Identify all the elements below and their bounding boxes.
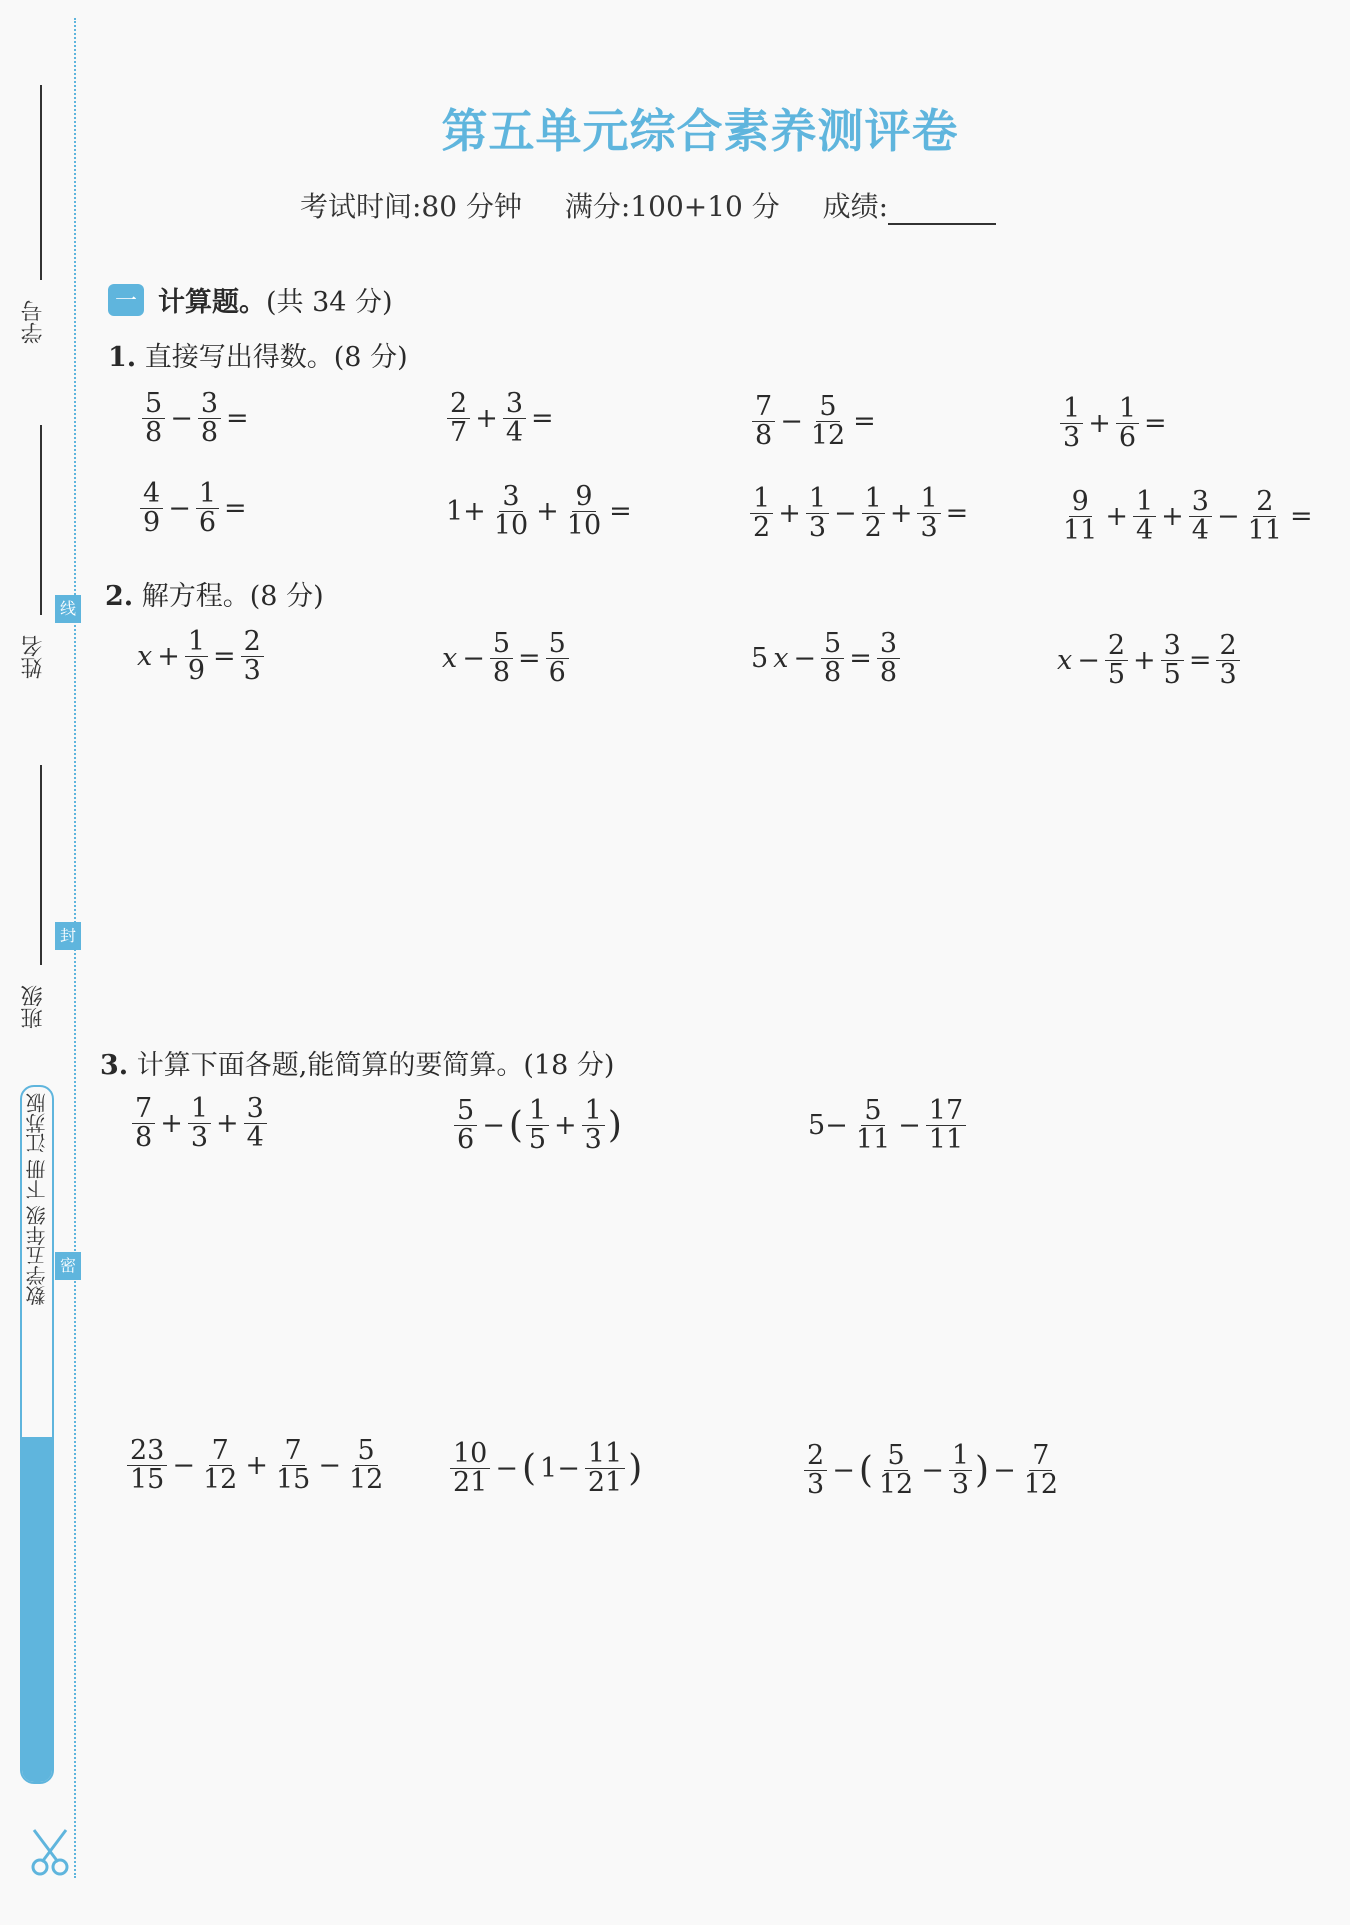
operator: − [495, 1453, 518, 1485]
q3-expression-1 [130, 1095, 269, 1153]
operator: = [531, 403, 554, 435]
fraction [750, 485, 773, 543]
fraction [917, 485, 940, 543]
operator: 1+ [446, 496, 486, 528]
parenthesis: ) [628, 1448, 643, 1490]
denominator: 12 [810, 420, 846, 452]
class-line [40, 765, 42, 965]
denominator: 4 [1135, 515, 1154, 547]
denominator: 3 [807, 1469, 825, 1501]
fraction [585, 1440, 625, 1498]
operator: − [780, 406, 803, 438]
numerator: 7 [132, 1095, 155, 1124]
fraction [188, 1095, 211, 1153]
operator: = [518, 643, 541, 675]
q2-expression-2 [440, 630, 571, 688]
fraction [1216, 632, 1239, 690]
seal-tag-xian: 线 [55, 595, 81, 623]
denominator: 2 [864, 512, 882, 544]
operator: − [172, 1450, 195, 1482]
fraction [526, 1097, 549, 1155]
fraction [454, 1097, 477, 1155]
fraction [491, 483, 531, 541]
denominator: 5 [1163, 659, 1181, 691]
variable: x [442, 643, 458, 675]
student-id-label: 学号 [21, 300, 46, 344]
denominator: 7 [450, 417, 468, 449]
fraction [503, 390, 526, 448]
operator: + [216, 1108, 239, 1140]
fraction [1060, 395, 1083, 453]
fraction [198, 390, 221, 448]
numerator: 2 [804, 1442, 827, 1471]
denominator: 3 [920, 512, 938, 544]
numerator: 5 [821, 630, 844, 659]
numerator: 23 [127, 1437, 167, 1466]
denominator: 6 [457, 1124, 475, 1156]
operator: + [554, 1110, 577, 1142]
q1-expression-8 [1058, 488, 1316, 546]
numerator: 7 [1029, 1442, 1052, 1471]
operator: = [853, 406, 876, 438]
denominator: 8 [135, 1122, 153, 1154]
denominator: 21 [453, 1467, 488, 1499]
denominator: 8 [755, 420, 773, 452]
denominator: 5 [528, 1124, 547, 1156]
numerator: 5 [816, 393, 839, 422]
class-label: 班级 [21, 985, 46, 1029]
question-1-number: 1. [108, 342, 137, 373]
fraction [196, 480, 219, 538]
q1-expression-3 [750, 393, 879, 451]
section-points: (共 34 分) [266, 287, 393, 318]
denominator: 21 [587, 1467, 623, 1499]
score-label: 成绩: [822, 190, 889, 223]
fraction [752, 393, 775, 451]
denominator: 5 [1107, 659, 1126, 691]
variable: x [137, 641, 153, 673]
fraction [877, 630, 900, 688]
q1-expression-7 [748, 485, 971, 543]
q1-expression-6 [443, 483, 635, 541]
operator: + [475, 403, 498, 435]
denominator: 8 [879, 657, 898, 689]
parenthesis: ) [607, 1105, 622, 1147]
section-title: 计算题。 [158, 287, 266, 318]
operator: 5 [751, 643, 769, 675]
numerator: 7 [209, 1437, 232, 1466]
numerator: 1 [526, 1097, 549, 1126]
denominator: 3 [951, 1469, 970, 1501]
numerator: 1 [188, 1095, 211, 1124]
fraction [821, 630, 844, 688]
denominator: 3 [1063, 422, 1081, 454]
denominator: 15 [275, 1464, 311, 1496]
denominator: 6 [1118, 422, 1136, 454]
operator: − [168, 493, 191, 525]
full-score: 满分:100+10 分 [564, 190, 780, 223]
question-1-text: 直接写出得数。(8 分) [136, 342, 408, 373]
operator: 5− [808, 1110, 848, 1142]
seal-tag-mi: 密 [55, 1252, 81, 1280]
q3-expression-6 [802, 1442, 1063, 1500]
book-info-banner [20, 1085, 54, 1784]
q2-expression-1 [135, 628, 266, 686]
denominator: 11 [1247, 515, 1282, 547]
denominator: 8 [492, 657, 511, 689]
denominator: 8 [824, 657, 842, 689]
numerator: 3 [1189, 488, 1212, 517]
parenthesis: ( [858, 1450, 873, 1492]
operator: + [245, 1450, 268, 1482]
numerator: 2 [447, 390, 470, 419]
fraction [140, 480, 163, 538]
fraction [346, 1437, 386, 1495]
numerator: 3 [1161, 632, 1184, 661]
operator: = [945, 498, 969, 530]
fraction [926, 1097, 966, 1155]
denominator: 12 [202, 1464, 238, 1496]
parenthesis: ( [508, 1105, 523, 1147]
operator: − [898, 1110, 921, 1142]
parenthesis: ) [975, 1450, 990, 1492]
numerator: 5 [490, 630, 513, 659]
denominator: 9 [143, 507, 161, 539]
fraction [132, 1095, 155, 1153]
q3-expression-3 [805, 1097, 968, 1155]
section-number-badge: 一 [108, 284, 144, 316]
denominator: 12 [878, 1469, 914, 1501]
numerator: 5 [546, 630, 569, 659]
numerator: 1 [917, 485, 940, 514]
seal-tag-feng: 封 [55, 922, 81, 950]
fraction [804, 1442, 827, 1500]
operator: = [609, 496, 632, 528]
fraction [185, 628, 208, 686]
fraction [862, 485, 885, 543]
book-info-text: 数学五年级 下册 江苏版 [25, 1093, 49, 1306]
numerator: 5 [884, 1442, 907, 1471]
denominator: 3 [584, 1124, 602, 1156]
denominator: 3 [808, 512, 826, 544]
numerator: 1 [806, 485, 829, 514]
question-2-text: 解方程。(8 分) [133, 581, 324, 612]
numerator: 5 [142, 390, 165, 419]
fraction [876, 1442, 916, 1500]
operator: + [1088, 408, 1111, 440]
q1-expression-4 [1058, 395, 1170, 453]
numerator: 1 [185, 628, 208, 657]
numerator: 17 [926, 1097, 966, 1126]
exam-info [300, 185, 1030, 225]
q3-expression-4 [125, 1437, 388, 1495]
operator: + [1161, 501, 1184, 533]
numerator: 1 [1133, 488, 1156, 517]
operator: − [993, 1455, 1016, 1487]
numerator: 5 [861, 1097, 884, 1126]
fraction [1105, 632, 1128, 690]
numerator: 11 [585, 1440, 625, 1469]
denominator: 11 [1063, 515, 1098, 547]
numerator: 3 [503, 390, 526, 419]
q2-expression-3 [748, 630, 902, 688]
operator: − [482, 1110, 505, 1142]
fraction [1116, 395, 1139, 453]
operator: = [226, 403, 249, 435]
q2-expression-4 [1055, 632, 1242, 690]
numerator: 9 [1069, 488, 1092, 517]
denominator: 11 [928, 1124, 964, 1156]
denominator: 15 [130, 1464, 165, 1496]
numerator: 1 [196, 480, 219, 509]
denominator: 3 [190, 1122, 208, 1154]
denominator: 4 [246, 1122, 264, 1154]
operator: − [318, 1450, 341, 1482]
numerator: 10 [450, 1440, 490, 1469]
numerator: 9 [572, 483, 595, 512]
fraction [1189, 488, 1212, 546]
question-2-number: 2. [105, 581, 134, 612]
parenthesis: ( [521, 1448, 537, 1490]
numerator: 4 [140, 480, 163, 509]
variable: x [773, 643, 789, 675]
fraction [127, 1437, 167, 1495]
denominator: 12 [348, 1464, 384, 1496]
section-one-heading [108, 280, 393, 319]
q1-expression-2 [445, 390, 557, 448]
numerator: 7 [282, 1437, 305, 1466]
denominator: 11 [855, 1124, 891, 1156]
q3-expression-5 [448, 1440, 643, 1498]
fraction [142, 390, 165, 448]
operator: − [832, 1455, 855, 1487]
fraction [853, 1097, 893, 1155]
operator: − [921, 1455, 944, 1487]
denominator: 10 [566, 510, 602, 542]
fraction [1021, 1442, 1061, 1500]
numerator: 2 [1105, 632, 1128, 661]
numerator: 1 [949, 1442, 972, 1471]
scissor-icon [28, 1828, 72, 1876]
score-blank-line[interactable] [888, 197, 996, 225]
numerator: 1 [750, 485, 773, 514]
numerator: 5 [454, 1097, 477, 1126]
denominator: 8 [200, 417, 218, 449]
operator: = [224, 493, 247, 525]
fraction [244, 1095, 267, 1153]
fraction [1245, 488, 1285, 546]
numerator: 2 [241, 628, 264, 657]
operator: − [170, 403, 193, 435]
numerator: 1 [1116, 395, 1139, 424]
denominator: 6 [198, 507, 216, 539]
denominator: 3 [1219, 659, 1237, 691]
operator: + [889, 498, 913, 530]
numerator: 1 [1060, 395, 1083, 424]
operator: + [778, 498, 801, 530]
numerator: 1 [582, 1097, 605, 1126]
denominator: 10 [493, 510, 529, 542]
operator: − [1077, 645, 1100, 677]
numerator: 3 [877, 630, 900, 659]
operator: − [1216, 501, 1240, 533]
fraction [1133, 488, 1156, 546]
fraction [200, 1437, 240, 1495]
operator: + [1105, 501, 1128, 533]
exam-time: 考试时间:80 分钟 [300, 190, 522, 223]
denominator: 4 [505, 417, 523, 449]
fraction [546, 630, 569, 688]
fraction [447, 390, 470, 448]
fraction [949, 1442, 972, 1500]
numerator: 7 [752, 393, 775, 422]
operator: − [462, 643, 485, 675]
fraction [1161, 632, 1184, 690]
operator: 1− [540, 1453, 580, 1485]
variable: x [1057, 645, 1073, 677]
operator: = [1188, 645, 1212, 677]
numerator: 2 [1253, 488, 1276, 517]
fraction [273, 1437, 313, 1495]
operator: = [849, 643, 872, 675]
operator: + [1133, 645, 1156, 677]
fraction [582, 1097, 605, 1155]
denominator: 9 [187, 655, 206, 687]
operator: + [157, 641, 180, 673]
denominator: 3 [243, 655, 261, 687]
fraction [1060, 488, 1100, 546]
name-line [40, 425, 42, 615]
question-3-heading [100, 1043, 614, 1082]
numerator: 2 [1216, 632, 1239, 661]
fraction [808, 393, 848, 451]
operator: + [536, 496, 559, 528]
denominator: 6 [548, 657, 566, 689]
q3-expression-2 [452, 1097, 623, 1155]
denominator: 12 [1023, 1469, 1059, 1501]
numerator: 3 [244, 1095, 267, 1124]
denominator: 2 [753, 512, 771, 544]
q1-expression-5 [138, 480, 250, 538]
operator: + [160, 1108, 183, 1140]
operator: = [1289, 501, 1313, 533]
question-2-heading [105, 574, 324, 613]
fraction [564, 483, 604, 541]
operator: = [1144, 408, 1167, 440]
numerator: 5 [355, 1437, 378, 1466]
operator: − [834, 498, 857, 530]
fraction [490, 630, 513, 688]
q1-expression-1 [140, 390, 252, 448]
operator: − [793, 643, 817, 675]
fraction [450, 1440, 490, 1498]
fraction [806, 485, 829, 543]
numerator: 3 [499, 483, 522, 512]
operator: = [213, 641, 236, 673]
numerator: 3 [198, 390, 221, 419]
numerator: 1 [862, 485, 885, 514]
question-3-number: 3. [100, 1050, 129, 1081]
page-title: 第五单元综合素养测评卷 [441, 104, 959, 158]
fraction [241, 628, 264, 686]
question-3-text: 计算下面各题,能简算的要简算。(18 分) [128, 1050, 615, 1081]
denominator: 4 [1191, 515, 1209, 547]
question-1-heading [108, 335, 408, 374]
name-label: 姓名 [21, 635, 46, 679]
denominator: 8 [145, 417, 163, 449]
book-banner-fill [22, 1437, 52, 1782]
